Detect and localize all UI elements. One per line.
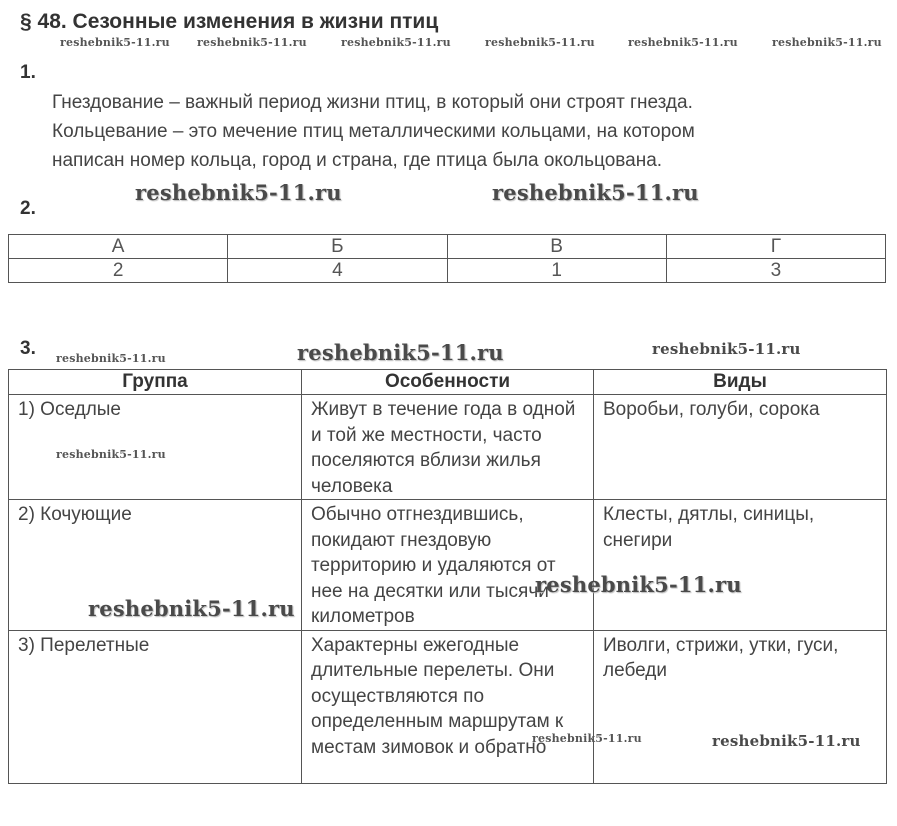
watermark: reshebnik5-11.ru [297,340,504,365]
watermark: reshebnik5-11.ru [492,180,699,205]
task-3-number: 3. [20,338,36,359]
species-cell: Клесты, дятлы, синицы, снегири [594,500,887,631]
answer-value-row [9,259,886,283]
page-title: § 48. Сезонные изменения в жизни птиц [20,10,439,33]
answer-header-cell: В [447,235,666,259]
watermark: reshebnik5-11.ru [712,732,861,750]
species-cell: Воробьи, голуби, сорока [594,395,887,500]
answer-value-cell: 3 [666,259,885,283]
table-row [9,395,887,500]
watermark: reshebnik5-11.ru [135,180,342,205]
watermark: reshebnik5-11.ru [88,596,295,621]
watermark: reshebnik5-11.ru [56,448,166,461]
answer-value-cell: 2 [9,259,228,283]
task-1-text [52,88,695,175]
answer-table [8,234,886,283]
table-header-row [9,370,887,395]
watermark: reshebnik5-11.ru [628,36,738,49]
watermark: reshebnik5-11.ru [532,732,642,745]
watermark: reshebnik5-11.ru [341,36,451,49]
task-2-number: 2. [20,198,36,219]
header-group: Группа [9,370,302,395]
features-cell: Обычно отгнездившись, покидают гнездовую территорию и удаляются от нее на десятки или тысячи километров [302,500,594,631]
answer-header-cell: Г [666,235,885,259]
answer-value-cell: 1 [447,259,666,283]
task-1-line: написан номер кольца, город и страна, где птица была окольцована. [52,150,663,171]
task-1-number: 1. [20,62,36,83]
bird-groups-table [8,369,887,784]
header-species: Виды [594,370,887,395]
watermark: reshebnik5-11.ru [772,36,882,49]
group-cell: 3) Перелетные [9,630,302,783]
watermark: reshebnik5-11.ru [60,36,170,49]
features-cell: Живут в течение года в одной и той же местности, часто поселяются вблизи жилья человека [302,395,594,500]
answer-value-cell: 4 [228,259,447,283]
watermark: reshebnik5-11.ru [197,36,307,49]
task-1-line: Кольцевание – это мечение птиц металлическими кольцами, на котором [52,121,695,142]
answer-header-row [9,235,886,259]
species-cell: Иволги, стрижи, утки, гуси, лебеди [594,630,887,783]
header-features: Особенности [302,370,594,395]
watermark: reshebnik5-11.ru [56,352,166,365]
watermark: reshebnik5-11.ru [535,572,742,597]
answer-header-cell: А [9,235,228,259]
features-cell: Характерны ежегодные длительные перелеты. Они осуществляются по определенным маршрутам к местам зимовок и обратно [302,630,594,783]
watermark: reshebnik5-11.ru [485,36,595,49]
task-1-line: Гнездование – важный период жизни птиц, в который они строят гнезда. [52,92,693,113]
watermark: reshebnik5-11.ru [652,340,801,358]
table-row [9,630,887,783]
answer-header-cell: Б [228,235,447,259]
group-cell: 1) Оседлые [9,395,302,500]
group-cell: 2) Кочующие [9,500,302,631]
